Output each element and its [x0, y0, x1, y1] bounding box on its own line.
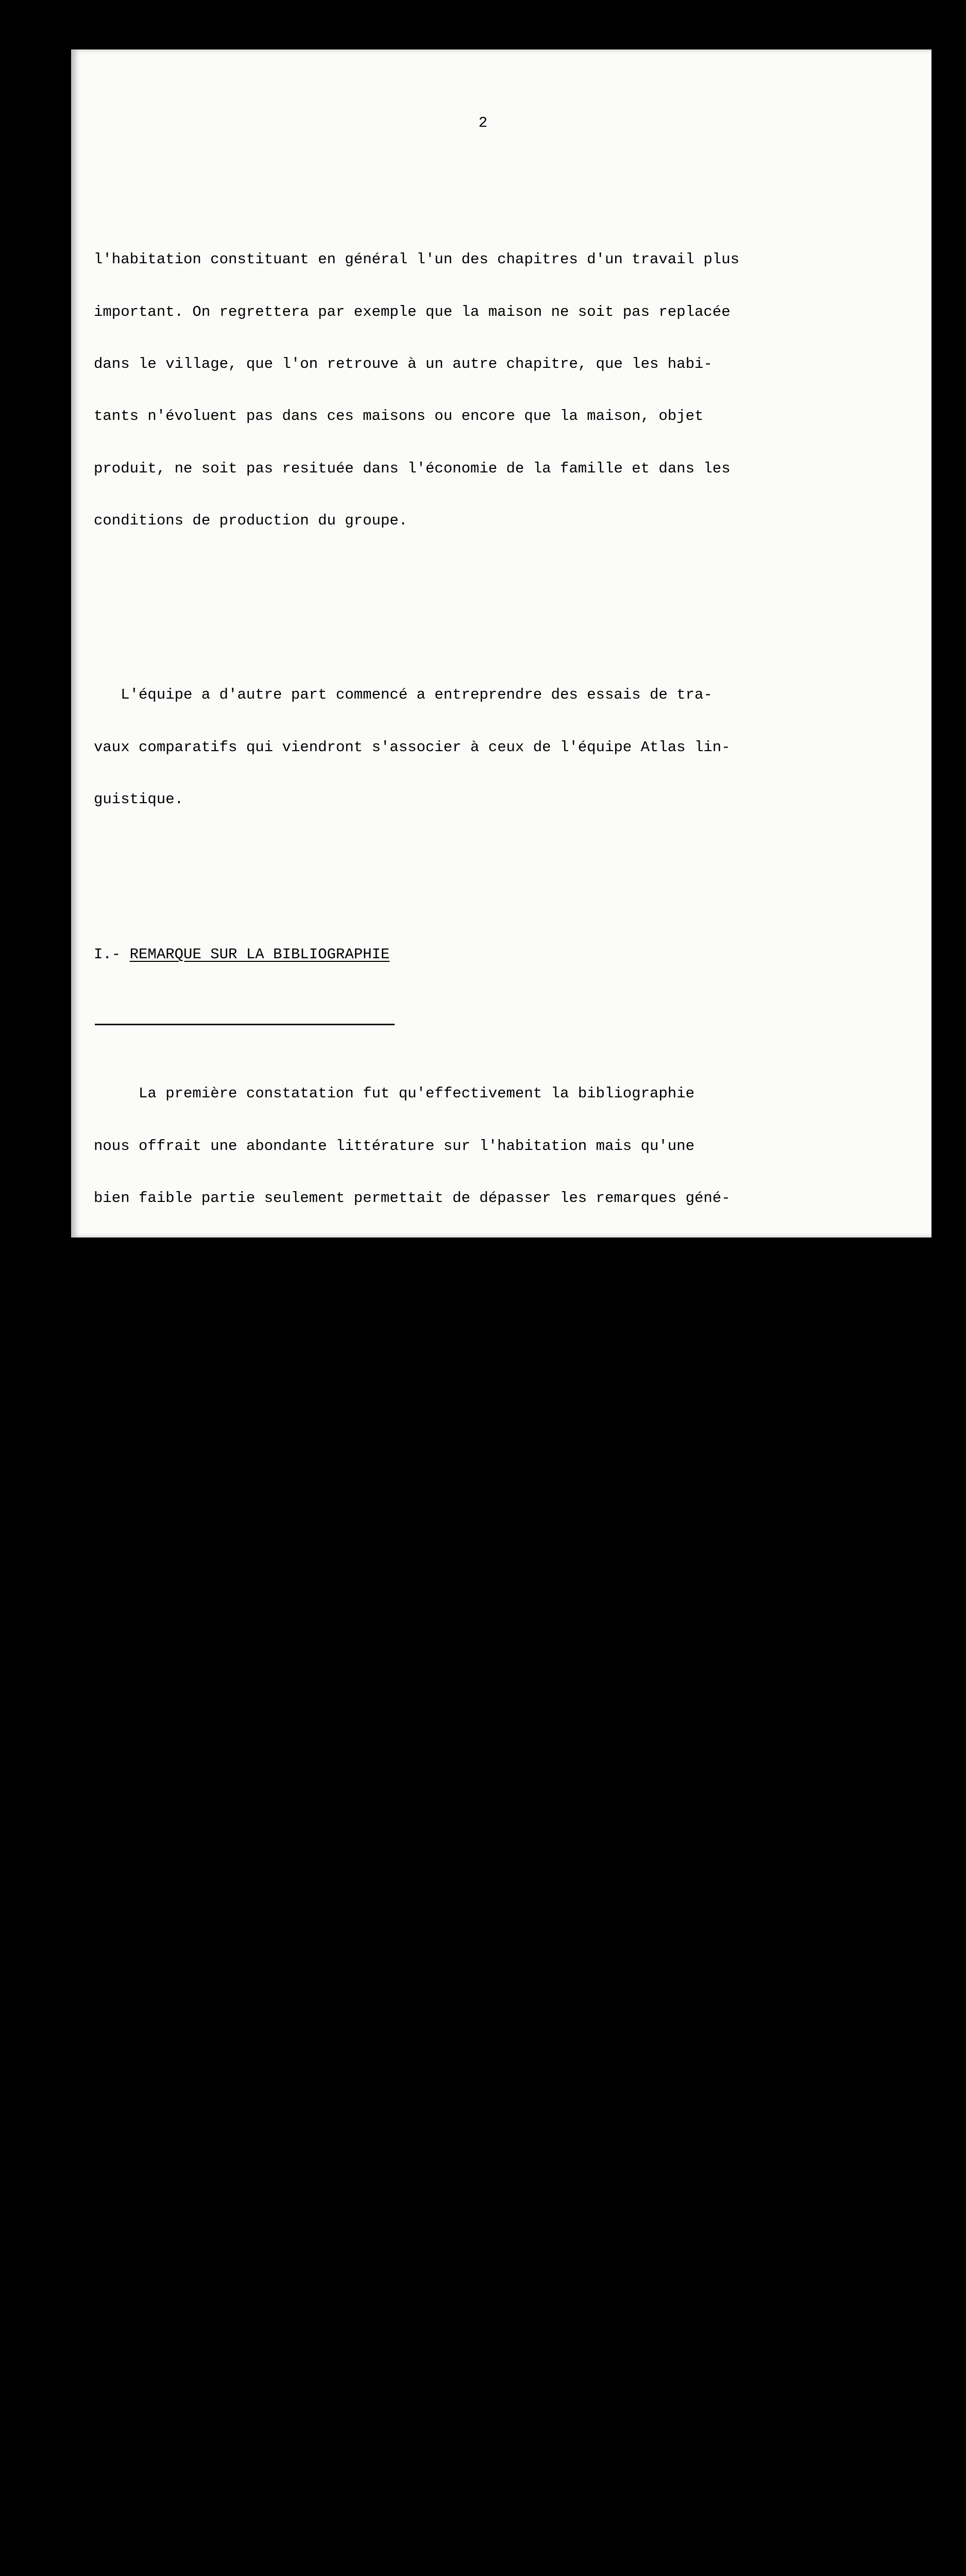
section-number: I.- — [94, 945, 130, 963]
comparison-paragraph — [94, 2391, 836, 2576]
text-line: rales sur le fait que la maison soit au sol ou à plancher surélevé, — [94, 1242, 694, 1259]
list-item: 4. Le foyer est un trou pratiqué dans le plancher, ou un cadre de — [94, 2095, 704, 2112]
text-line: tes pouvant illustrer ces distinctions, mais ces informations ne permet- — [94, 1398, 740, 1416]
list-item: bouret et le lit de camp constituent de très rares exceptions. — [94, 2043, 704, 2060]
list-item: 3. Ce plancher sert de lit pour dormir ou pour s'asseoir. Le ta- — [94, 1990, 694, 2008]
text-line: au début de notre travail, il nous fallait aller de proche en proche, — [94, 2478, 713, 2496]
text-line: indépendant... Bien sûr, il pourra être intéressant de disposer de car- — [94, 1346, 731, 1364]
intro-paragraph — [94, 216, 836, 565]
list-item: commune... lieu de réunion et de travail... — [94, 1834, 533, 1851]
section-heading — [94, 946, 836, 963]
list-item: 2. Le plancher, l'espace habité par l'homme est surélevé. On y ac- — [94, 1886, 713, 1904]
text-line: La comparaison à une telle échelle ne pouvait d'autre part s'envisager — [94, 2426, 722, 2444]
text-line: L'équipe a d'autre part commencé a entreprendre des essais de tra- — [94, 686, 713, 704]
section-title: REMARQUE SUR LA BIBLIOGRAPHIE — [129, 945, 390, 963]
text-line: de l'ethnie à ses voisines, par familles linguistiques ou par aires — [94, 2530, 694, 2548]
list-item: 5. Hommes, bêtes, richesses, récoltes, tout est sous le même toit — [94, 2199, 704, 2217]
text-line: vaux comparatifs qui viendront s'associer à ceux de l'équipe Atlas lin- — [94, 738, 731, 756]
body-text — [94, 181, 836, 2576]
text-line: important. On regrettera par exemple que la maison ne soit pas replacée — [94, 303, 731, 320]
text-line: l'habitation sur pilotis : — [94, 1607, 327, 1625]
list-item: (quant aux) exceptions, elles sont très rares" (4). — [94, 2251, 605, 2269]
team-paragraph — [94, 652, 836, 843]
text-line: sur pilotis, pour un ménage ou pour plusieurs, à grenier intégré ou — [94, 1294, 694, 1311]
list-item: bois qui y est fixé... — [94, 2147, 345, 2165]
text-line: dans le village, que l'on retrouve à un autre chapitre, que les habi- — [94, 355, 713, 372]
quoted-list — [94, 1747, 836, 2304]
text-line: l'habitation constituant en général l'un des chapitres d'un travail plus — [94, 251, 740, 268]
text-line: conditions de production du groupe. — [94, 512, 408, 530]
text-line: produit, ne soit pas resituée dans l'économie de la famille et dans les — [94, 460, 731, 477]
text-line: Nguyen Van Huyen (3) avaient été celles de sa documentation et l'auteur — [94, 1503, 740, 1520]
text-line: guistique. — [94, 791, 184, 808]
page-number: 2 — [478, 114, 488, 131]
list-item: cède par une échelle : — [94, 1938, 345, 1956]
text-line: bien faible partie seulement permettait de dépasser les remarques géné- — [94, 1190, 731, 1207]
bibliography-paragraph — [94, 1050, 836, 1660]
text-line: nous offrait une abondante littérature sur l'habitation mais qu'une — [94, 1137, 694, 1155]
text-line: tent guère d'aller beaucoup plus loin. Les limites du travail de M. — [94, 1450, 694, 1468]
list-item: "1. Il y a dans presque toutes ces maisons une chambre ou une place — [94, 1782, 713, 1799]
text-line: tants n'évoluent pas dans ces maisons ou encore que la maison, objet — [94, 408, 704, 425]
footnote-separator — [95, 1024, 395, 1025]
text-line: La première constatation fut qu'effectivement la bibliographie — [94, 1085, 694, 1103]
text-line: ne pouvait retenir que quelques aspects communs très généraux pour — [94, 1555, 686, 1572]
